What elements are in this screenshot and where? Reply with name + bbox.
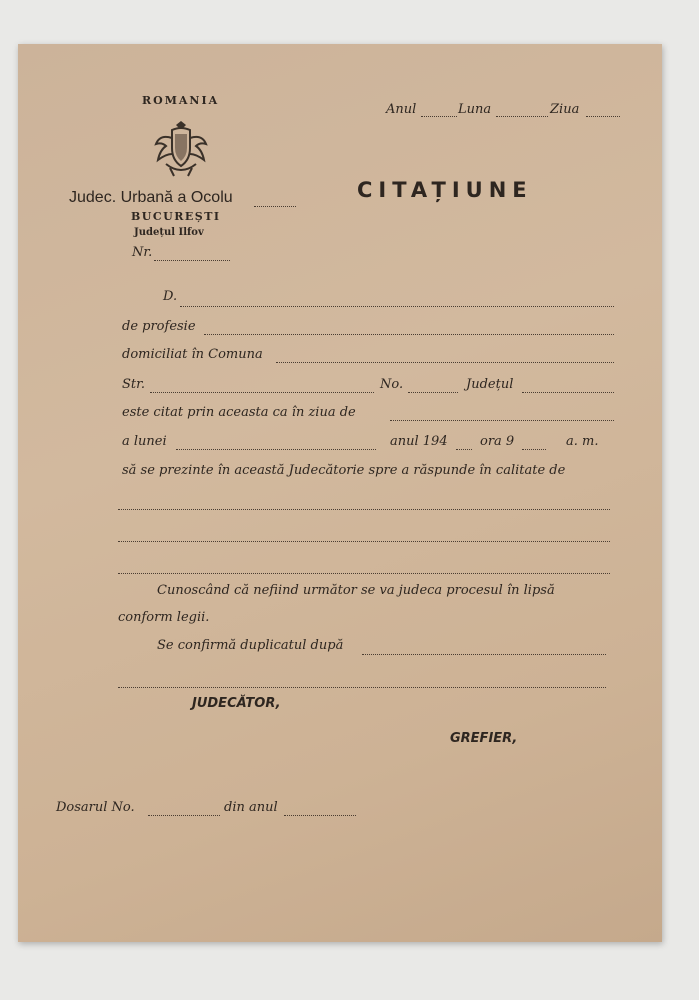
year-field[interactable] [421,116,457,117]
judge-signature-label: JUDECĂTOR, [192,696,281,711]
domicile-label: domiciliat în Comuna [122,347,263,362]
county-field[interactable] [522,392,614,393]
confirm-text: Se confirmă duplicatul după [157,638,344,653]
summoned-text: este citat prin aceasta ca în ziua de [122,405,356,420]
year-label: Anul [386,102,417,117]
number-label: No. [380,377,404,392]
street-label: Str. [122,377,146,392]
d-label: D. [163,289,178,304]
file-number-label: Dosarul No. [56,800,135,815]
capacity-line-3[interactable] [118,573,610,574]
summons-form [18,44,662,942]
am-text: a. m. [566,434,599,449]
law-text: conform legii. [118,610,210,625]
court-name: Judec. Urbană a Ocolu [69,189,233,206]
hour-text: ora 9 [480,434,515,449]
capacity-line-1[interactable] [118,509,610,510]
coat-of-arms-icon [152,120,210,182]
county-label: Județul [466,377,514,392]
month-field[interactable] [496,116,548,117]
nr-label: Nr. [132,245,153,260]
profession-field[interactable] [204,334,614,335]
street-field[interactable] [150,392,374,393]
file-year-field[interactable] [284,815,356,816]
month-text: a lunei [122,434,167,449]
day-label: Ziua [550,102,580,117]
commune-field[interactable] [276,362,614,363]
profession-label: de profesie [122,319,196,334]
file-year-label: din anul [224,800,278,815]
file-number-field[interactable] [148,815,220,816]
country-heading: ROMANIA [142,94,220,107]
day-field[interactable] [586,116,620,117]
clerk-signature-label: GREFIER, [450,731,518,746]
duplicate-field[interactable] [362,654,606,655]
year-text: anul 194 [390,434,448,449]
number-field[interactable] [408,392,458,393]
nr-field[interactable] [154,260,230,261]
month-label: Luna [458,102,492,117]
knowing-text: Cunoscând că nefiind următor se va judeca procesul în lipsă [157,583,555,598]
year-digit-field[interactable] [456,449,472,450]
document-title: CITAȚIUNE [357,178,533,202]
day-of-hearing-field[interactable] [390,420,614,421]
hour-field[interactable] [522,449,546,450]
city-name: BUCUREȘTI [131,210,221,223]
month-of-hearing-field[interactable] [176,449,376,450]
appear-text: să se prezinte în această Judecătorie spre a răspunde în calitate de [122,463,566,478]
court-number-line[interactable] [254,206,296,207]
duplicate-line-2[interactable] [118,687,606,688]
county-name: Județul Ilfov [134,227,204,238]
capacity-line-2[interactable] [118,541,610,542]
name-field[interactable] [180,306,614,307]
